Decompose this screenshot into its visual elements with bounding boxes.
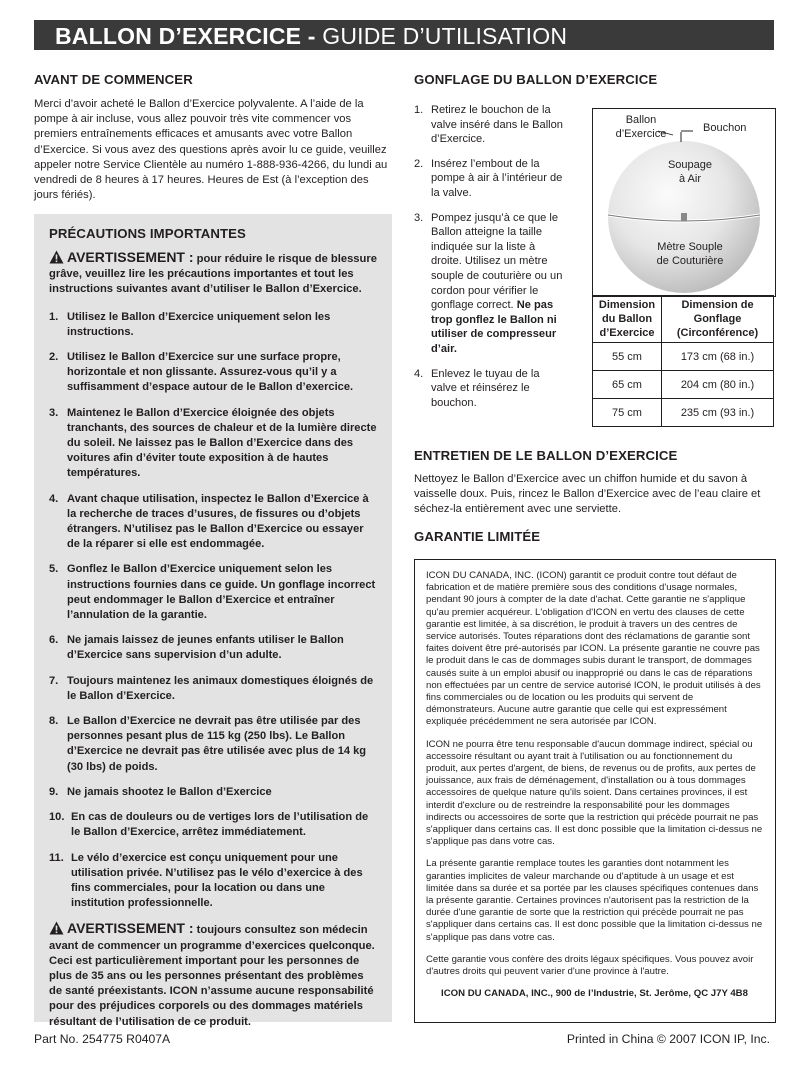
inflation-step: 3. Pompez jusqu’à ce que le Ballon atteigne la taille indiquée sur la liste à droite. Utilisez un mètre souple de couturière ou un cordon pour vérifier le gonflage correct. Ne pas trop gonflez le Ballon ni utiliser de compresseur d’air. <box>414 211 563 355</box>
table-row: 55 cm 173 cm (68 in.) <box>593 343 774 371</box>
warning-2-label: AVERTISSEMENT : <box>67 920 194 937</box>
cap-label: Bouchon <box>703 122 747 134</box>
precaution-item: 4. Avant chaque utilisation, inspectez le Ballon d’Exercice à la recherche de traces d’usures, de fissures ou d’objets étrangers. N’utilisez pas le Ballon d’Exercice ou essayer de la réparer si elle est endommagée. <box>49 492 369 551</box>
size-table <box>592 295 774 427</box>
table-row: 65 cm 204 cm (80 in.) <box>593 371 774 399</box>
warranty-heading: GARANTIE LIMITÉE <box>414 529 541 544</box>
tape-label: Mètre Souple de Couturière <box>656 241 724 267</box>
maintenance-text: Nettoyez le Ballon d’Exercice avec un chiffon humide et du savon à vaisselle doux. Puis, rincez le Ballon d’Exercice avec de l’eau claire et séchez-la entièrement avec une serviette. <box>414 473 761 516</box>
warranty-paragraph: Cette garantie vous confère des droits légaux spécifiques. Vous pouvez avoir d'autres droits qui peuvent varier d'une province à l'autre. <box>426 953 754 978</box>
precaution-item: 2. Utilisez le Ballon d’Exercice sur une surface propre, horizontale et non glissante. Assurez-vous qu’il y a suffisamment d’espace autour de le Ballon d’exercice. <box>49 351 354 394</box>
printed-notice: Printed in China © 2007 ICON IP, Inc. <box>566 1032 770 1046</box>
warning-icon <box>49 921 64 935</box>
intro-heading: AVANT DE COMMENCER <box>34 72 193 87</box>
warning-1-text: pour réduire le risque de blessure grâve, veuillez lire les précautions importantes et tout les instructions suivantes avant d’utiliser le Ballon d’Exercice. <box>49 253 377 296</box>
valve-label: Soupage à Air <box>667 159 713 185</box>
warning-icon <box>49 250 64 264</box>
table-header-row <box>593 296 774 343</box>
measuring-tape-marker <box>681 213 687 221</box>
intro-text: Merci d’avoir acheté le Ballon d’Exercice polyvalente. A l’aide de la pompe à air incluse, vous allez pouvoir très vite commencer vos premiers entraînements efficaces et amusants avec votre Ballon d’Exercice. Si vous avez des questions après avoir lu ce guide, veuillez appeler notre Service Clientèle au numéro 1-888-936-4266, du lundi au vendredi de 8 heures à 17 heures. Heures de Est (à l’exception des jours fériés). <box>34 98 388 202</box>
warranty-box <box>414 559 776 1023</box>
precaution-item: 9. Ne jamais shootez le Ballon d’Exercice <box>49 785 272 798</box>
precaution-item: 3. Maintenez le Ballon d’Exercice éloignée des objets tranchants, des sources de chaleur et de la lumière directe du soleil. Ne laissez pas le Ballon d’Exercice dans des voitures afin d’éviter toute exposition à de hautes températures. <box>49 406 377 480</box>
inflation-steps <box>414 103 564 420</box>
page-title <box>55 23 567 50</box>
precaution-item: 10. En cas de douleurs ou de vertiges lors de l’utilisation de le Ballon d’Exercice, arrêtez immédiatement. <box>49 811 369 839</box>
table-row: 75 cm 235 cm (93 in.) <box>593 399 774 427</box>
warranty-paragraph: ICON DU CANADA, INC. (ICON) garantit ce produit contre tout défaut de fabrication et de matière première sous des conditions d'usage normales, pendant 90 jours à compter de la date d'achat. Cette garantie ne s'applique qu'au premier acquéreur. L'obligation d'ICON en vertu des clauses de cette garantie est limitée, à sa discrétion, le produit à travers un des centres de service autorisés. Toutes réparations dont des réclamations de garantie sont faites doivent être pré-autorisés par ICON. La présente garantie ne couvre pas le produit dans le cas de dommages subis durant le transport, de dommages causés suite à un emploi abusif ou inapproprié ou dans le cas de réparations non effectuées par un centre de service autorisé ICON, le produit utilisés à des fins commerciales ou de location ou les produits qui servent de démonstrateurs. Aucune autre garantie que celle qui est expressément expliquée précédemment ne sera autorisée par ICON. <box>426 570 761 728</box>
warranty-paragraph: La présente garantie remplace toutes les garanties dont notamment les garanties implicites de valeur marchande ou d'aptitude à un usage et est limitée dans sa durée et sa portée par les clauses spécifiques contenues dans la présente garantie. Certaines provinces n'autorisent pas la restriction de la durée d'une garantie de sorte que la restriction qui précède pourrait ne pas s'appliquer dans certains cas. Il est donc possible que la limitation ci-dessus ne s'applique pas dans votre cas. <box>426 858 763 943</box>
title-bar <box>34 20 774 50</box>
precaution-item: 8. Le Ballon d’Exercice ne devrait pas être utilisée par des personnes pesant plus de 115 kg (250 lbs). Le Ballon d’Exercice ne devrait pas être utilisée avec plus de 14 kg (30 lbs) de poids. <box>49 715 367 773</box>
warning-2 <box>49 921 377 1029</box>
table-header-circ: Dimension de Gonflage (Circonférence) <box>662 296 774 343</box>
part-number: Part No. 254775 R0407A <box>34 1032 171 1046</box>
warning-1 <box>49 250 377 298</box>
precautions-panel <box>34 214 392 1028</box>
warning-1-label: AVERTISSEMENT : <box>67 249 194 265</box>
title-bold: BALLON D’EXERCICE - <box>55 23 316 49</box>
precaution-item: 7. Toujours maintenez les animaux domestiques éloignés de le Ballon d’Exercice. <box>49 674 374 702</box>
warranty-address: ICON DU CANADA, INC., 900 de l’Industrie, St. Jerôme, QC J7Y 4B8 <box>441 988 748 1000</box>
precaution-item: 5. Gonflez le Ballon d’Exercice uniquement selon les instructions fournies dans ce guide. Un gonflage incorrect peut endommager le Ballon d’Exercice et entraîner l’annulation de la garantie. <box>49 563 376 622</box>
precaution-item: 1. Utilisez le Ballon d’Exercice uniquement selon les instructions. <box>49 310 331 338</box>
table-header-size: Dimension du Ballon d’Exercice <box>593 296 662 343</box>
warning-2-text: toujours consultez son médecin avant de commencer un programme d’exercices quelconque. Ceci est particulièrement important pour les personnes de plus de 35 ans ou les personnes présentant des problèmes de santé préexistants. ICON n’assume aucune responsabilité pour des préjudices corporels ou des dommages matériels résultant de l’utilisation de ce produit. <box>49 924 375 1028</box>
precautions-list <box>49 310 377 912</box>
title-light: GUIDE D’UTILISATION <box>322 23 568 49</box>
precaution-item: 11. Le vélo d’exercice est conçu uniquement pour une utilisation privée. N’utilisez pas le vélo d’exercice à des fins commerciales, pour la location ou dans une institution professionnelle. <box>49 851 363 910</box>
ball-label: Ballon d’Exercice <box>615 114 667 140</box>
inflation-step: 2. Insérez l’embout de la pompe à air à l’intérieur de la valve. <box>414 157 563 199</box>
maintenance-heading: ENTRETIEN DE LE BALLON D’EXERCICE <box>414 448 678 463</box>
precaution-item: 6. Ne jamais laissez de jeunes enfants utiliser le Ballon d’Exercice sans supervision d’un adulte. <box>49 634 344 662</box>
precautions-heading: PRÉCAUTIONS IMPORTANTES <box>49 226 246 241</box>
ball-diagram <box>592 108 776 297</box>
inflation-step: 4. Enlevez le tuyau de la valve et réinsérez le bouchon. <box>414 367 540 409</box>
inflation-step: 1. Retirez le bouchon de la valve inséré dans le Ballon d’Exercice. <box>414 104 563 146</box>
inflation-heading: GONFLAGE DU BALLON D’EXERCICE <box>414 72 658 87</box>
warranty-paragraph: ICON ne pourra être tenu responsable d'aucun dommage indirect, spécial ou accessoire résultant ou ayant trait à l'utilisation ou au fonctionnement du produit, aux pertes d'argent, de biens, de revenus ou de profits, aux pertes de jouissance, aux frais de déménagement, d'installation ou à tous dommages accessoires de quelque nature qu'ils soient. Dans certaines provinces, il est interdit d'exclure ou de restreindre la responsabilité pour les dommages indirects ou accessoires de sorte que la restriction qui précède pourrait ne pas s'appliquer dans certains cas. Il est donc possible que la limitation ci-dessus ne s'applique pas dans votre cas. <box>426 738 763 848</box>
